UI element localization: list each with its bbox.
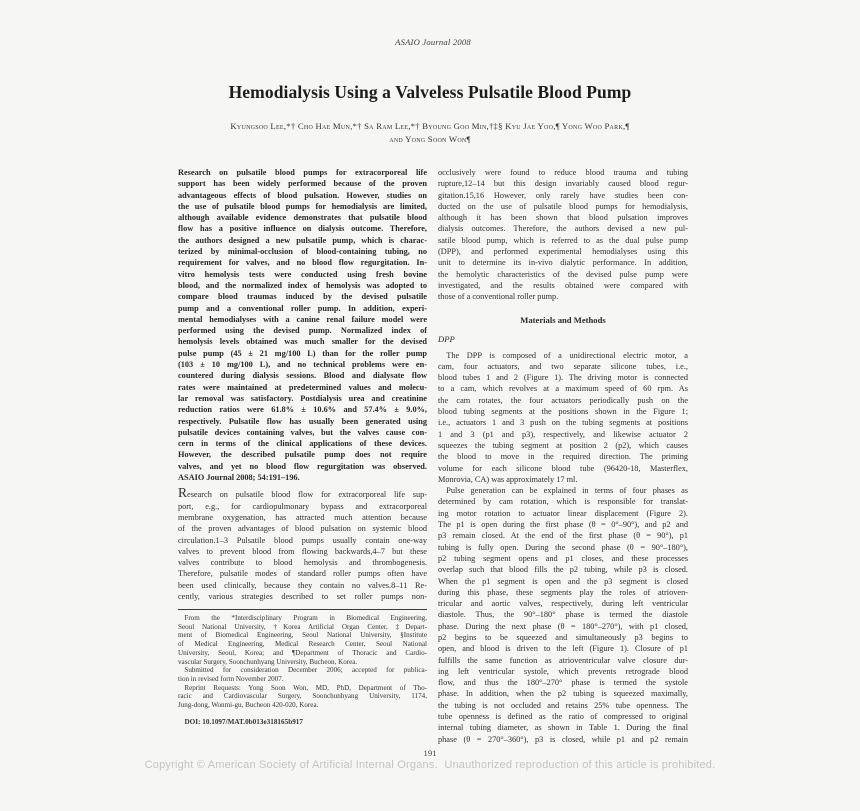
reprint-requests-footnote	[178, 684, 427, 710]
text-line: Seoul National University, †Korea Artificial Organ Center, ‡Depart-	[178, 622, 427, 631]
text-line: p2 tubing segment opens and p1 closes, and these processes	[438, 553, 688, 563]
text-line: (103 ± 10 mg/100 L), and no technical problems were en-	[178, 360, 427, 370]
text-line: tricular and aortic valves, respectively, during left ventricular	[438, 599, 688, 609]
text-line: the hemolytic characteristics of the devised pulse pump were	[438, 269, 688, 279]
text-line: flow, and thus the 180°–270° phase is termed the systole	[438, 678, 688, 688]
text-line: investigated, and the results obtained were compared with	[438, 280, 688, 290]
text-line: Reprint Requests: Yong Soon Won, MD, PhD, Department of Tho-	[184, 683, 427, 692]
text-line: cern in terms of the clinical applications of these devices.	[178, 439, 427, 449]
text-line: squeezes the tubing segment at position 2 (p2), which causes	[438, 440, 688, 450]
text-line: ing motor rotation to actuator linear displacement (Figure 2).	[438, 508, 688, 518]
text-line: The DPP is composed of a unidirectional electric motor, a	[446, 350, 688, 360]
text-line: reduction ratios were 61.8% ± 10.6% and 57.4% ± 9.0%,	[178, 405, 427, 415]
text-line: of Medical Engineering, Medical Research Center, Seoul National	[178, 640, 427, 649]
text-line: tion in revised form November 2007.	[178, 674, 284, 683]
text-line: Research on pulsatile blood pumps for extracorporeal life	[178, 168, 427, 177]
text-line: those of a conventional roller pump.	[438, 292, 559, 302]
text-line: satile blood pump, which is referred to as the dual pulse pump	[438, 235, 688, 245]
text-line: the cam rotates, the four actuators periodically push on the	[438, 395, 688, 405]
text-line: compare blood traumas induced by the devised pulsatile	[178, 292, 427, 302]
text-line: vascular Surgery, Soonchunhyang University, Bucheon, Korea.	[178, 657, 358, 666]
submission-footnote	[178, 666, 427, 683]
text-line: occlusively were found to reduce blood trauma and tubing	[438, 168, 688, 177]
text-line: From the *Interdisciplinary Program in Biomedical Engineering,	[184, 614, 427, 622]
text-line: pulsatile devices containing valves, but the valves cause con-	[178, 427, 427, 437]
text-line: the tubing is not occluded and retains 25% tube openness. The	[438, 700, 688, 710]
text-line: Jung-dong, Wonmi-gu, Bucheon 420-020, Korea.	[178, 701, 319, 710]
dpp-paragraph-2	[438, 485, 688, 745]
text-line: valves, and yet no blood flow regurgitation was observed.	[178, 461, 427, 471]
text-line: open, and blood is driven to the left (Figure 1). Closure of p1	[438, 644, 688, 654]
text-line: University, Seoul, Korea; and ¶Department of Thoracic and Cardio-	[178, 648, 427, 657]
paper-title: Hemodialysis Using a Valveless Pulsatile Blood Pump	[228, 82, 632, 102]
text-line: blood tubing segments at the positions shown in the Figure 1;	[438, 407, 688, 417]
text-line: tubing is fully open. During the second phase (θ = 90°–180°),	[438, 542, 688, 552]
text-line: rupture,12–14 but this design invariably caused blood regur-	[438, 179, 688, 189]
footnote-block	[178, 609, 427, 726]
authors-line-2: and Yong Soon Won¶	[389, 133, 471, 144]
text-line: cently, various strategies described to set roller pumps non-	[178, 591, 427, 601]
text-line: although available evidence demonstrates that pulsatile blood	[178, 213, 427, 223]
text-line: advantageous effects of blood pulsation. However, studies on	[178, 190, 427, 200]
text-line: pulse pump (45 ± 21 mg/100 L) than for the roller pump	[178, 348, 427, 358]
text-line: terized by minimal-occlusion of blood-containing tubing, no	[178, 247, 427, 257]
text-line: ASAIO Journal 2008; 54:191–196.	[178, 473, 300, 483]
abstract	[178, 167, 427, 483]
introduction-paragraph	[178, 485, 427, 602]
text-line: Submitted for consideration December 2006; accepted for publica-	[184, 666, 427, 675]
text-line: ment of Biomedical Engineering, Seoul National University, §Institute	[178, 631, 427, 640]
copyright-watermark: Copyright © American Society of Artificial Internal Organs. Unauthorized reproduction of this article is prohibited.	[144, 759, 716, 771]
text-line: Monrovia, CA) was approximately 17 ml.	[438, 474, 578, 484]
text-line: blood tubes 1 and 2 (Figure 1). The driving motor is connected	[438, 373, 688, 383]
text-line: fulfills the same function as atrioventricular valve closure dur-	[438, 655, 688, 665]
authors-line-1: Kyungsoo Lee,*† Cho Hae Mun,*† Sa Ram Lee,*† Byoung Goo Min,†‡§ Kyu Jae Yoo,¶ Yong Woo Park,¶	[230, 121, 630, 131]
text-line: tube openness is defined as the ratio of compressed to original	[438, 712, 688, 722]
text-line: 1 and 3 (p1 and p3), respectively, and likewise actuator 2	[438, 429, 688, 439]
page-number: 191	[423, 748, 437, 758]
text-line: dialysis outcomes. Therefore, the authors devised a new pul-	[438, 224, 688, 234]
text-line: performed using the devised pump. Normalized index of	[178, 326, 427, 336]
introduction-continuation	[438, 167, 688, 303]
left-column	[178, 167, 427, 602]
text-line: Research on pulsatile blood flow for extracorporeal life sup-	[178, 485, 427, 501]
text-line: gitation.15,16 However, only rarely have studies been con-	[438, 190, 688, 200]
text-line: during this phase, these segments play the roles of atrioven-	[438, 587, 688, 597]
subsection-heading-dpp: DPP	[438, 333, 455, 344]
text-line: been used clinically, because they contain no valves.8–11 Re-	[178, 580, 427, 590]
text-line: i.e., actuators 1 and 3 push on the tubing segments at positions	[438, 418, 688, 428]
text-line: determined by cam rotation, which is responsible for translat-	[438, 497, 688, 507]
text-line: rates were maintained at predetermined values and molecu-	[178, 382, 427, 392]
text-line: The p1 is open during the first phase (θ = 0°–90°), and p2 and	[438, 520, 688, 530]
text-line: diastole. Thus, the 90°–180° phase is termed the diastole	[438, 610, 688, 620]
text-line: phase (θ = 270°–360°), p3 is closed, while p1 and p2 remain	[438, 734, 688, 744]
text-line: cam, four actuators, and two separate silicone tubes, i.e.,	[438, 361, 688, 371]
text-line: port, e.g., for cardiopulmonary bypass and extracorporeal	[178, 501, 427, 511]
text-line: lar removal was satisfactory. Postdialysis urea and creatinine	[178, 393, 427, 403]
text-line: of the proven advantages of blood pulsation on systemic blood	[178, 524, 427, 534]
dpp-paragraph-1	[438, 350, 688, 486]
text-line: racic and Cardiovascular Surgery, Soonchunhyang University, 1174,	[178, 692, 427, 701]
doi-line: DOI: 10.1097/MAT.0b013e318165b917	[184, 717, 303, 726]
text-line: phase. In addition, when the p2 tubing is squeezed maximally,	[438, 689, 688, 699]
text-line: valves to prevent blood from flowing backwards,4–7 but these	[178, 546, 427, 556]
text-line: respectively. Pulsatile flow has usually been generated using	[178, 416, 427, 426]
authors-block	[0, 120, 860, 145]
text-line: countered during dialysis sessions. Blood and dialysate flow	[178, 371, 427, 381]
text-line: pump and a conventional roller pump. In addition, experi-	[178, 303, 427, 313]
text-line: (DPP), and performed experimental hemodialyses using this	[438, 247, 688, 257]
text-line: Pulse generation can be explained in terms of four phases as	[446, 486, 688, 496]
text-line: valves contribute to blood hemolysis and thrombogenesis.	[178, 558, 427, 568]
right-column	[438, 167, 688, 745]
text-line: requirement for valves, and no blood flow regurgitation. In-	[178, 258, 427, 268]
text-line: phase. During the next phase (θ = 180°–270°), with p1 closed,	[438, 621, 688, 631]
text-line: p3 remain closed. At the end of the first phase (θ = 90°), p1	[438, 531, 688, 541]
text-line: However, the described pulsatile pump does not require	[178, 450, 427, 460]
text-line: membrane oxygenation, has attracted much attention because	[178, 512, 427, 522]
text-line: Therefore, pulsatile modes of standard roller pumps often have	[178, 569, 427, 579]
text-line: blood, and the normalized index of hemolysis was adopted to	[178, 280, 427, 290]
text-line: ducted on the use of pulsatile blood pumps for hemodialysis,	[438, 201, 688, 211]
text-line: the blood to move in the required direction. The priming	[438, 452, 688, 462]
text-line: the use of pulsatile blood pumps for hemodialysis are limited,	[178, 201, 427, 211]
text-line: internal tubing diameter, as shown in Table 1. During the final	[438, 723, 688, 733]
text-line: ing left ventricular systole, which prevents retrograde blood	[438, 666, 688, 676]
text-line: volume for each silicone blood tube (96420-18, Masterflex,	[438, 463, 688, 473]
text-line: overlap such that blood fills the p2 tubing, while p3 is closed.	[438, 565, 688, 575]
text-line: p2 begins to be squeezed and simultaneously p3 begins to	[438, 632, 688, 642]
text-line: hemolysis levels obtained was much smaller for the devised	[178, 337, 427, 347]
text-line: unit to determine its in-vivo dialytic performance. In addition,	[438, 258, 688, 268]
section-heading-materials-and-methods: Materials and Methods	[520, 314, 606, 325]
text-line: mental hemodialyses with a canine renal failure model were	[178, 314, 427, 324]
text-line: support has been widely performed because of the proven	[178, 179, 427, 189]
journal-header: ASAIO Journal 2008	[395, 37, 471, 47]
text-line: although it has been shown that blood pulsation improves	[438, 213, 688, 223]
text-line: to a cam, which revolves at a maximum speed of 60 rpm. As	[438, 384, 688, 394]
text-line: vitro hemolysis tests were conducted using fresh bovine	[178, 269, 427, 279]
affiliations-footnote	[178, 614, 427, 666]
text-line: the authors designed a new pulsatile pump, which is charac-	[178, 235, 427, 245]
text-line: flow has a positive influence on dialysis outcome. Therefore,	[178, 224, 427, 234]
text-line: When the p1 segment is open and the p3 segment is closed	[438, 576, 688, 586]
text-line: circulation.1–3 Pulsatile blood pumps usually contain one-way	[178, 535, 427, 545]
